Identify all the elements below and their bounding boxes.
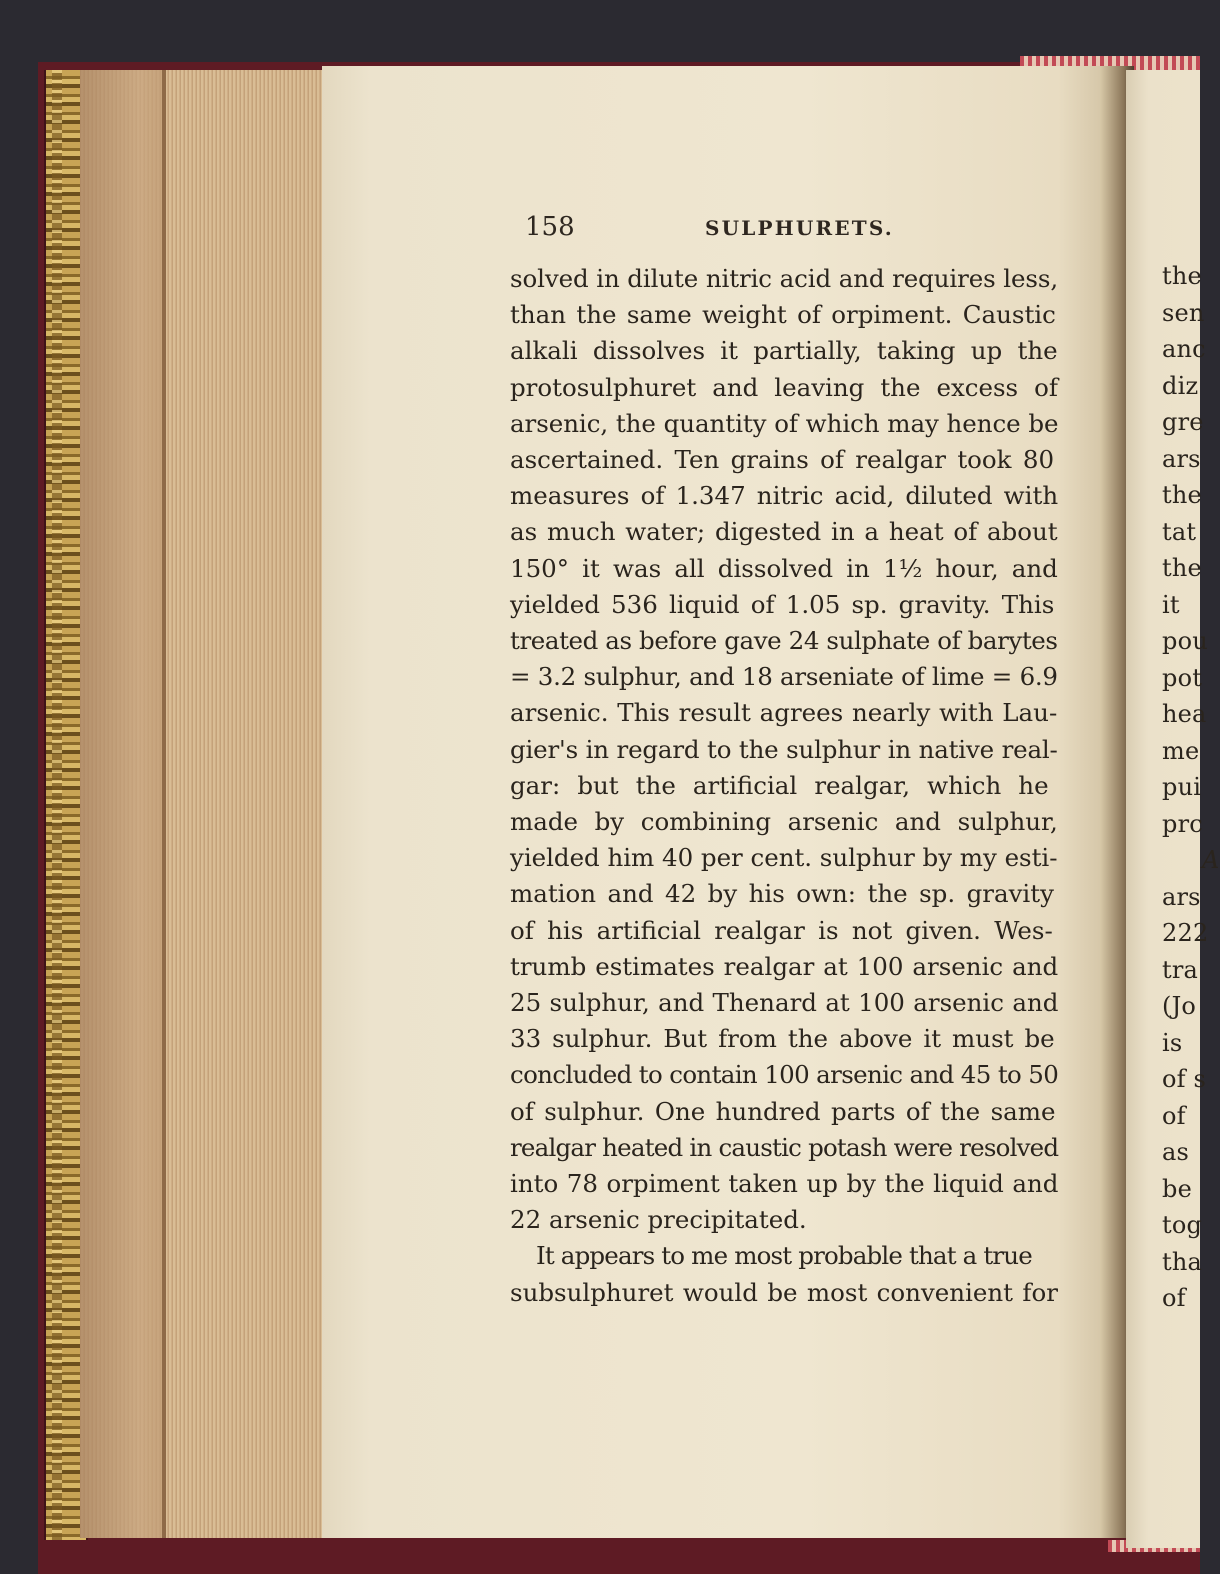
text-line: arsenic. This result agrees nearly with Lau- — [510, 698, 1058, 728]
text-line: measures of 1.347 nitric acid, diluted with — [510, 481, 1059, 511]
text-line: It appears to me most probable that a true — [536, 1241, 1032, 1271]
text-line: 22 arsenic precipitated. — [510, 1205, 807, 1235]
page-header — [525, 212, 1085, 252]
facing-text-fragment: of — [1162, 1284, 1186, 1312]
facing-text-fragment: the — [1162, 262, 1202, 290]
text-line: 25 sulphur, and Thenard at 100 arsenic and — [510, 988, 1059, 1017]
facing-text-fragment: is — [1162, 1028, 1183, 1057]
facing-text-fragment: tha — [1162, 1247, 1203, 1276]
text-line: alkali dissolves it partially, taking up the — [510, 336, 1058, 366]
text-line: as much water; digested in a heat of about — [510, 517, 1058, 547]
text-line: ascertained. Ten grains of realgar took 80 — [510, 445, 1055, 474]
text-line: yielded him 40 per cent. sulphur by my esti- — [510, 843, 1058, 873]
text-line: of sulphur. One hundred parts of the same — [510, 1096, 1056, 1126]
text-line: 150° it was all dissolved in 1½ hour, and — [510, 553, 1058, 583]
text-line: gier's in regard to the sulphur in native real- — [510, 734, 1058, 764]
text-line: 33 sulphur. But from the above it must be — [510, 1024, 1055, 1054]
facing-page — [1126, 70, 1220, 1548]
facing-text-fragment: hea — [1162, 700, 1207, 728]
running-head: SULPHURETS. — [705, 216, 894, 240]
facing-text-fragment: pui — [1162, 773, 1202, 801]
gilt-border-highlight — [52, 70, 62, 1540]
text-line: mation and 42 by his own: the sp. gravity — [510, 879, 1054, 909]
facing-text-fragment: be — [1162, 1174, 1192, 1203]
text-line: than the same weight of orpiment. Caustic — [510, 300, 1056, 330]
facing-text-fragment: it — [1162, 590, 1180, 619]
page-edges-shadow — [80, 70, 165, 1538]
text-line: realgar heated in caustic potash were resolved — [510, 1132, 1059, 1162]
text-line: of his artificial realgar is not given. Wes- — [510, 915, 1053, 945]
facing-text-fragment: diz — [1162, 371, 1199, 400]
facing-text-fragment: prc — [1162, 809, 1203, 838]
facing-text-fragment: ars — [1162, 882, 1201, 911]
facing-text-fragment: of s — [1162, 1065, 1207, 1093]
text-line: concluded to contain 100 arsenic and 45 to 50 — [510, 1060, 1059, 1090]
text-line: protosulphuret and leaving the excess of — [510, 372, 1058, 402]
text-line: into 78 orpiment taken up by the liquid and — [510, 1169, 1059, 1198]
facing-text-fragment: of — [1162, 1101, 1186, 1130]
text-line: treated as before gave 24 sulphate of barytes — [510, 626, 1058, 655]
facing-text-fragment: pou — [1162, 627, 1208, 655]
page-edges-split — [162, 70, 166, 1538]
facing-text-fragment: sen — [1162, 298, 1205, 327]
facing-text-fragment: 222 — [1162, 919, 1209, 947]
facing-text-fragment: tog — [1162, 1211, 1203, 1239]
facing-text-fragment: anc — [1162, 335, 1206, 363]
facing-text-fragment: the — [1162, 481, 1202, 509]
facing-text-fragment: pot — [1162, 663, 1203, 692]
text-line: trumb estimates realgar at 100 arsenic and — [510, 951, 1059, 981]
facing-text-fragment: tra — [1162, 955, 1199, 984]
facing-text-fragment: ars — [1162, 444, 1201, 473]
facing-text-fragment: A — [1202, 846, 1220, 874]
text-line: subsulphuret would be most convenient for — [510, 1277, 1058, 1307]
text-line: made by combining arsenic and sulphur, — [510, 807, 1058, 836]
facing-text-fragment: gre — [1162, 408, 1204, 436]
text-line: arsenic, the quantity of which may hence be — [510, 408, 1059, 438]
facing-text-fragment: the — [1162, 554, 1202, 582]
text-line: yielded 536 liquid of 1.05 sp. gravity. This — [510, 589, 1055, 619]
facing-text-fragment: tat — [1162, 517, 1197, 546]
facing-text-fragment: me — [1162, 736, 1200, 765]
text-line: = 3.2 sulphur, and 18 arseniate of lime = 6.9 — [510, 662, 1058, 692]
page-number: 158 — [525, 212, 575, 242]
facing-text-fragment: as — [1162, 1138, 1190, 1166]
facing-text-fragment: (Jo — [1162, 992, 1197, 1020]
text-line: solved in dilute nitric acid and requires less, — [510, 264, 1058, 293]
text-line: gar: but the artificial realgar, which he — [510, 770, 1049, 800]
